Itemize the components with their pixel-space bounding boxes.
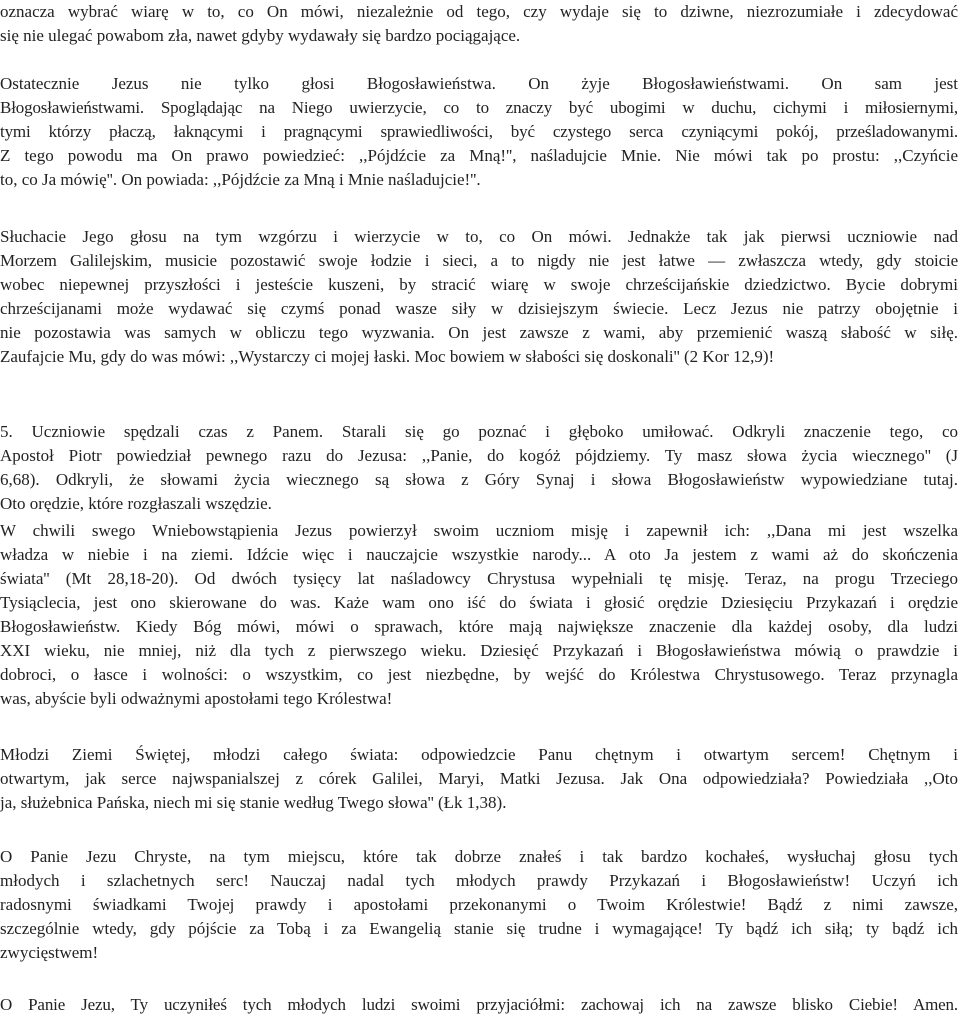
paragraph-3: [0, 225, 958, 369]
text-line: ja, służebnica Pańska, niech mi się stanie według Twego słowa'' (Łk 1,38).: [0, 793, 507, 812]
paragraph-6: [0, 743, 958, 815]
text-line: Błogosławieństwami. Spoglądając na Niego uwierzycie, co to znaczy być ubogimi w duchu, cichymi i miłosiernymi,: [0, 98, 958, 117]
text-line: świata'' (Mt 28,18-20). Od dwóch tysięcy lat naśladowcy Chrystusa wypełniali tę misję. Teraz, na progu Trzeciego: [0, 569, 958, 588]
text-line: wobec niepewnej przyszłości i jesteście kuszeni, by stracić wiarę w swoje chrześcijańskie dziedzictwo. Bycie dobrymi: [0, 275, 958, 294]
text-line: radosnymi świadkami Twojej prawdy i apostołami przekonanymi o Twoim Królestwie! Bądź z nimi zawsze,: [0, 895, 958, 914]
text-line: 5. Uczniowie spędzali czas z Panem. Starali się go poznać i głęboko umiłować. Odkryli znaczenie tego, co: [0, 422, 958, 441]
text-line: otwartym, jak serce najwspanialszej z córek Galilei, Maryi, Matki Jezusa. Jak Ona odpowiedziała? Powiedziała ,,Oto: [0, 769, 958, 788]
text-line: 6,68). Odkryli, że słowami życia wiecznego są słowa z Góry Synaj i słowa Błogosławieństw wypowiedziane tutaj.: [0, 470, 958, 489]
text-line: Oto orędzie, które rozgłaszali wszędzie.: [0, 494, 272, 513]
text-line: oznacza wybrać wiarę w to, co On mówi, niezależnie od tego, czy wydaje się to dziwne, niezrozumiałe i zdecydować: [0, 2, 958, 21]
text-line: Ostatecznie Jezus nie tylko głosi Błogosławieństwa. On żyje Błogosławieństwami. On sam jest: [0, 74, 958, 93]
text-line: zwycięstwem!: [0, 943, 99, 962]
text-line: Tysiąclecia, jest ono skierowane do was. Każe wam ono iść do świata i głosić orędzie Dziesięciu Przykazań i orędzie: [0, 593, 958, 612]
text-line: Zaufajcie Mu, gdy do was mówi: ,,Wystarczy ci mojej łaski. Moc bowiem w słabości się doskonali'' (2 Kor 12,9)!: [0, 347, 775, 366]
text-line: dobroci, o łasce i wolności: o wszystkim, co jest niezbędne, by wejść do Królestwa Chrystusowego. Teraz przynagla: [0, 665, 958, 684]
text-line: XXI wieku, nie mniej, niż dla tych z pierwszego wieku. Dziesięć Przykazań i Błogosławieństwa mówią o prawdzie i: [0, 641, 958, 660]
text-line: was, abyście byli odważnymi apostołami tego Królestwa!: [0, 689, 393, 708]
text-line: chrześcijanami może wydawać się czymś ponad wasze siły w dzisiejszym świecie. Lecz Jezus nie patrzy obojętnie i: [0, 299, 958, 318]
text-line: Słuchacie Jego głosu na tym wzgórzu i wierzycie w to, co On mówi. Jednakże tak jak pierwsi uczniowie nad: [0, 227, 958, 246]
text-line: Apostoł Piotr powiedział pewnego razu do Jezusa: ,,Panie, do kogóż pójdziemy. Ty masz słowa życia wiecznego'' (J: [0, 446, 958, 465]
paragraph-4: [0, 420, 958, 516]
text-line: młodych i szlachetnych serc! Nauczaj nadal tych młodych prawdy Przykazań i Błogosławieństw! Uczyń ich: [0, 871, 958, 890]
text-line: tymi którzy płaczą, łaknącymi i pragnącymi sprawiedliwości, być czystego serca czyniącymi pokój, prześladowanymi.: [0, 122, 958, 141]
text-line: to, co Ja mówię''. On powiada: ,,Pójdźcie za Mną i Mnie naśladujcie!''.: [0, 170, 481, 189]
text-line: szczególnie wtedy, gdy pójście za Tobą i za Ewangelią stanie się trudne i wymagające! Ty bądź ich siłą; ty bądź ich: [0, 919, 958, 938]
text-line: Z tego powodu ma On prawo powiedzieć: ,,Pójdźcie za Mną!'', naśladujcie Mnie. Nie mówi tak po prostu: ,,Czyńcie: [0, 146, 958, 165]
paragraph-8: [0, 993, 958, 1017]
paragraph-1: [0, 0, 958, 48]
text-line: się nie ulegać powabom zła, nawet gdyby wydawały się bardzo pociągające.: [0, 26, 521, 45]
paragraph-2: [0, 72, 958, 192]
text-line: Młodzi Ziemi Świętej, młodzi całego świata: odpowiedzcie Panu chętnym i otwartym sercem! Chętnym i: [0, 745, 958, 764]
text-line: władza w niebie i na ziemi. Idźcie więc i nauczajcie wszystkie narody... A oto Ja jestem z wami aż do skończenia: [0, 545, 958, 564]
text-line: O Panie Jezu, Ty uczyniłeś tych młodych ludzi swoimi przyjaciółmi: zachowaj ich na zawsze blisko Ciebie! Amen.: [0, 995, 958, 1014]
text-line: nie pozostawia was samych w obliczu tego wyzwania. On jest zawsze z wami, aby przemienić waszą słabość w siłę.: [0, 323, 958, 342]
text-line: O Panie Jezu Chryste, na tym miejscu, które tak dobrze znałeś i tak bardzo kochałeś, wysłuchaj głosu tych: [0, 847, 958, 866]
paragraph-7: [0, 845, 958, 965]
text-line: Błogosławieństw. Kiedy Bóg mówi, mówi o sprawach, które mają największe znaczenie dla każdej osoby, dla ludzi: [0, 617, 958, 636]
paragraph-5: [0, 519, 958, 711]
text-line: Morzem Galilejskim, musicie pozostawić swoje łodzie i sieci, a to nigdy nie jest łatwe — zwłaszcza wtedy, gdy stoicie: [0, 251, 958, 270]
text-line: W chwili swego Wniebowstąpienia Jezus powierzył swoim uczniom misję i zapewnił ich: ,,Dana mi jest wszelka: [0, 521, 958, 540]
